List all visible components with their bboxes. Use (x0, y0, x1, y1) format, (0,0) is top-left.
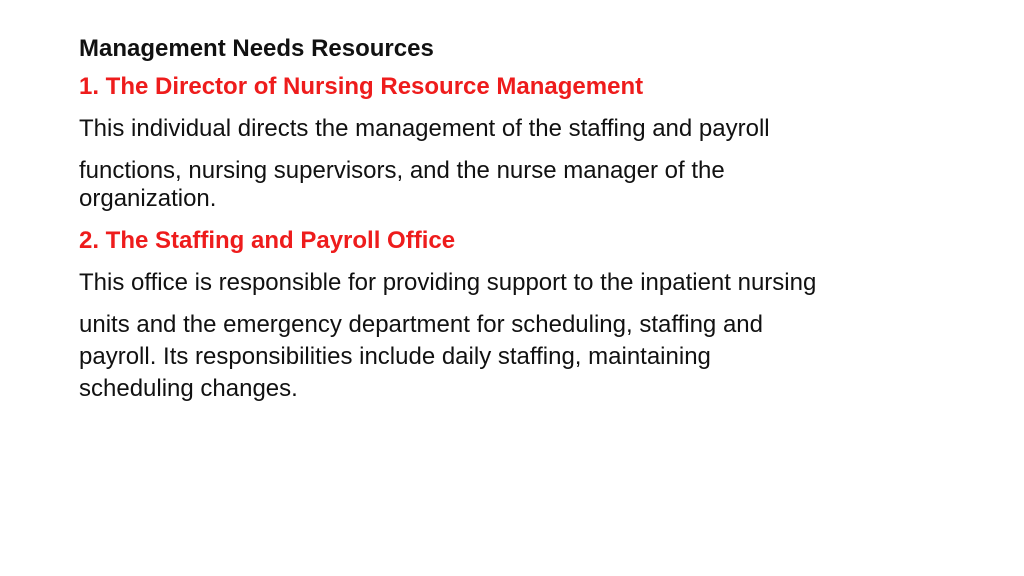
section-text-line: This individual directs the management of the staffing and payroll (79, 115, 770, 142)
section-text-line: payroll. Its responsibilities include daily staffing, maintaining (79, 343, 711, 370)
section-text-line: functions, nursing supervisors, and the nurse manager of the (79, 157, 725, 184)
section-text-line: scheduling changes. (79, 375, 298, 402)
slide-content (79, 32, 979, 406)
slide-title: Management Needs Resources (79, 35, 434, 62)
spacer (79, 258, 979, 266)
section-text-line: organization. (79, 185, 217, 212)
section-heading-staffing-office: 2. The Staffing and Payroll Office (79, 227, 456, 254)
section-heading-director: 1. The Director of Nursing Resource Management (79, 73, 644, 100)
section-text-line: units and the emergency department for scheduling, staffing and (79, 311, 763, 338)
spacer (79, 104, 979, 112)
section-text-line: This office is responsible for providing support to the inpatient nursing (79, 269, 817, 296)
